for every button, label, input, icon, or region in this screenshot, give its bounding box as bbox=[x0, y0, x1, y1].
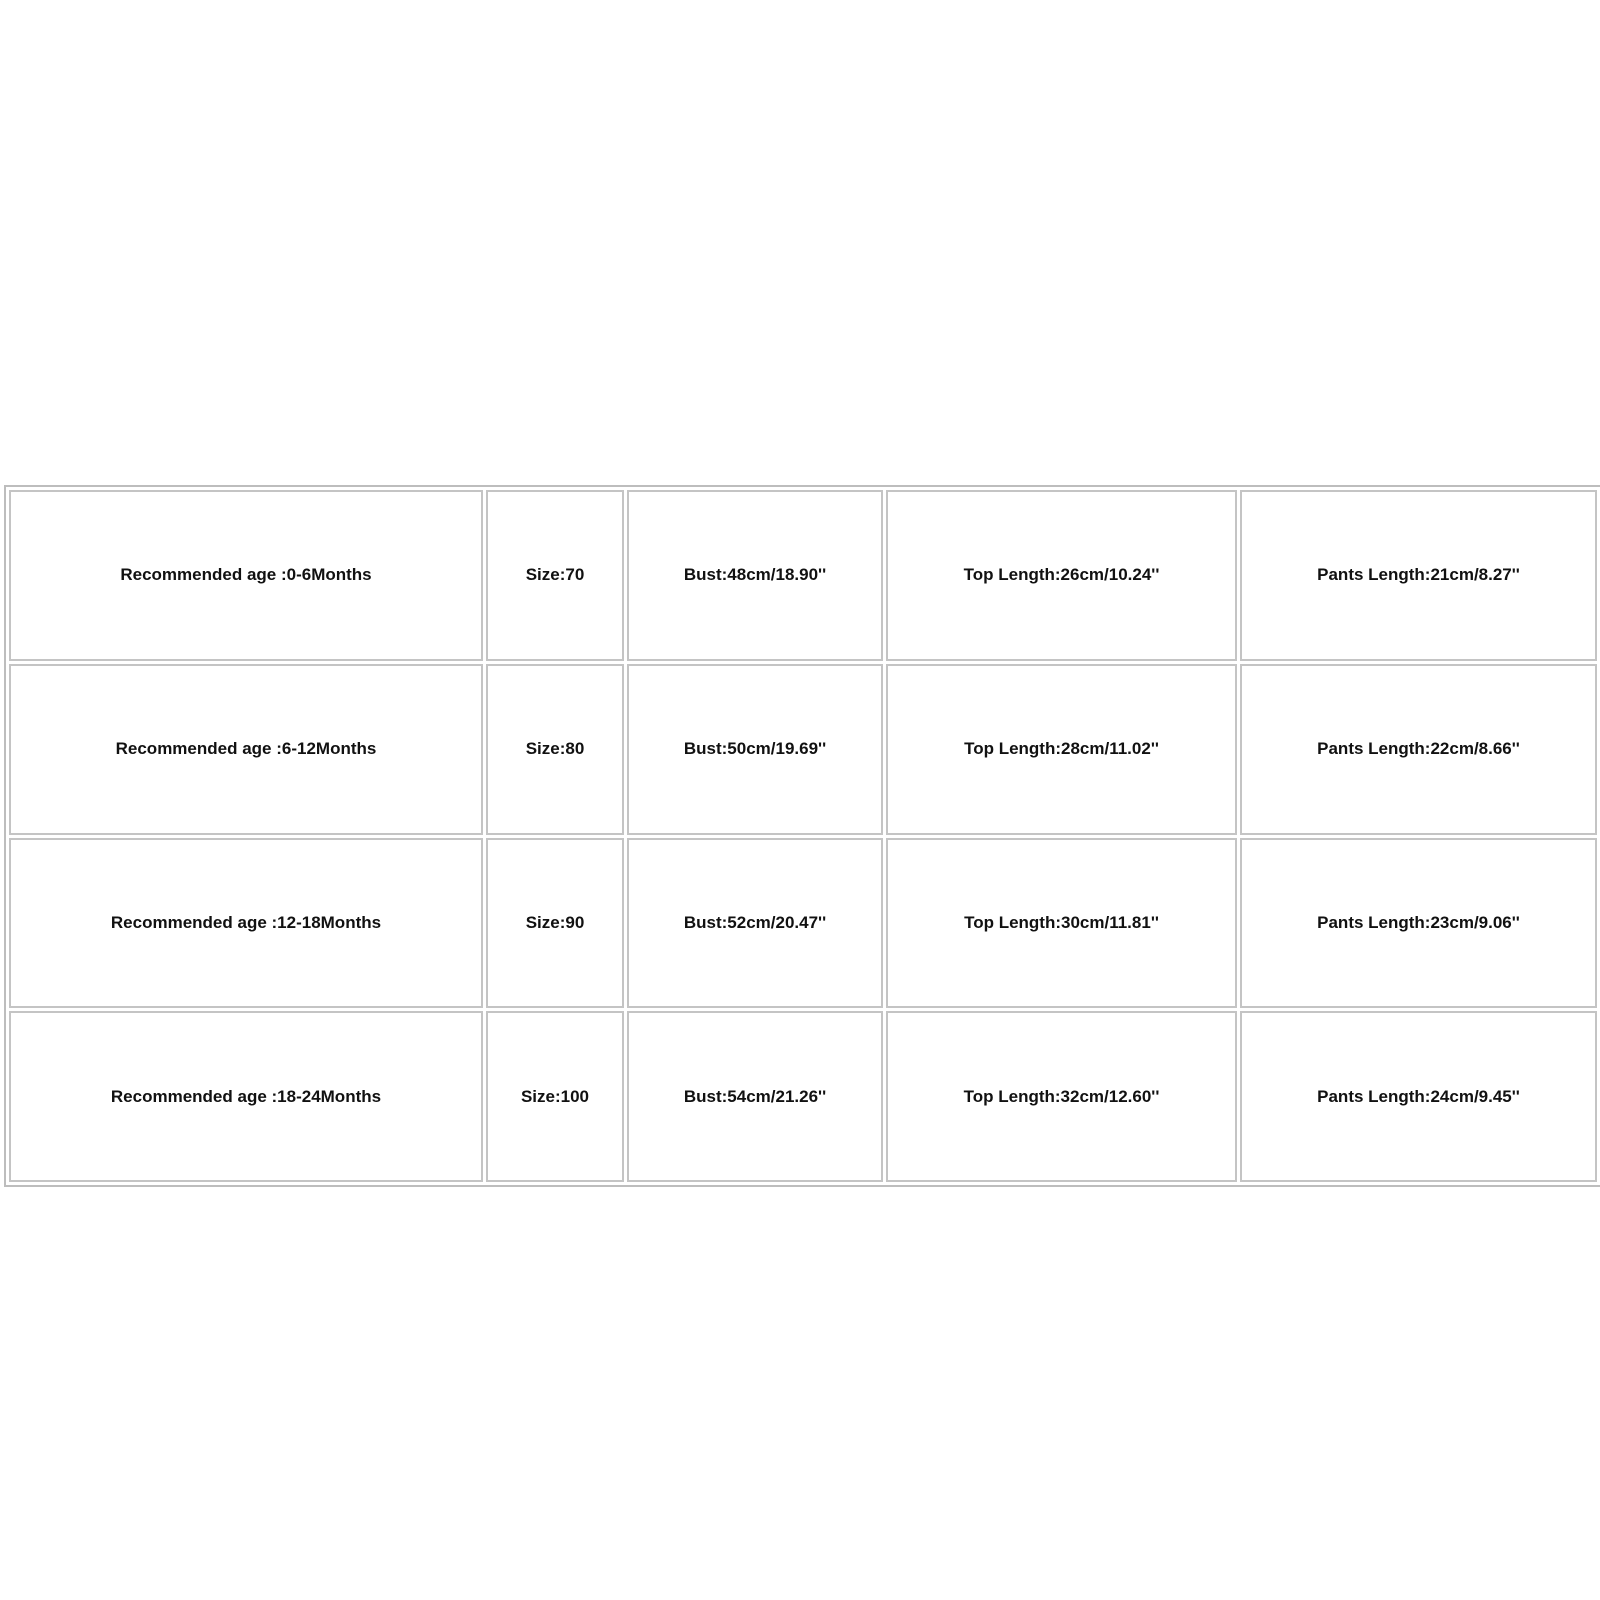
size-cell: Size:100 bbox=[486, 1011, 624, 1182]
age-cell: Recommended age :18-24Months bbox=[9, 1011, 483, 1182]
top-length-cell: Top Length:26cm/10.24'' bbox=[886, 490, 1237, 661]
top-length-cell: Top Length:28cm/11.02'' bbox=[886, 664, 1237, 835]
table-row bbox=[9, 664, 1597, 835]
size-chart-table bbox=[4, 485, 1600, 1187]
size-cell: Size:70 bbox=[486, 490, 624, 661]
size-cell: Size:90 bbox=[486, 838, 624, 1009]
top-length-cell: Top Length:32cm/12.60'' bbox=[886, 1011, 1237, 1182]
pants-length-cell: Pants Length:22cm/8.66'' bbox=[1240, 664, 1597, 835]
table-row bbox=[9, 1011, 1597, 1182]
age-cell: Recommended age :12-18Months bbox=[9, 838, 483, 1009]
bust-cell: Bust:52cm/20.47'' bbox=[627, 838, 883, 1009]
bust-cell: Bust:48cm/18.90'' bbox=[627, 490, 883, 661]
size-cell: Size:80 bbox=[486, 664, 624, 835]
pants-length-cell: Pants Length:23cm/9.06'' bbox=[1240, 838, 1597, 1009]
bust-cell: Bust:50cm/19.69'' bbox=[627, 664, 883, 835]
age-cell: Recommended age :0-6Months bbox=[9, 490, 483, 661]
bust-cell: Bust:54cm/21.26'' bbox=[627, 1011, 883, 1182]
top-length-cell: Top Length:30cm/11.81'' bbox=[886, 838, 1237, 1009]
age-cell: Recommended age :6-12Months bbox=[9, 664, 483, 835]
table-row bbox=[9, 838, 1597, 1009]
pants-length-cell: Pants Length:21cm/8.27'' bbox=[1240, 490, 1597, 661]
table-row bbox=[9, 490, 1597, 661]
pants-length-cell: Pants Length:24cm/9.45'' bbox=[1240, 1011, 1597, 1182]
